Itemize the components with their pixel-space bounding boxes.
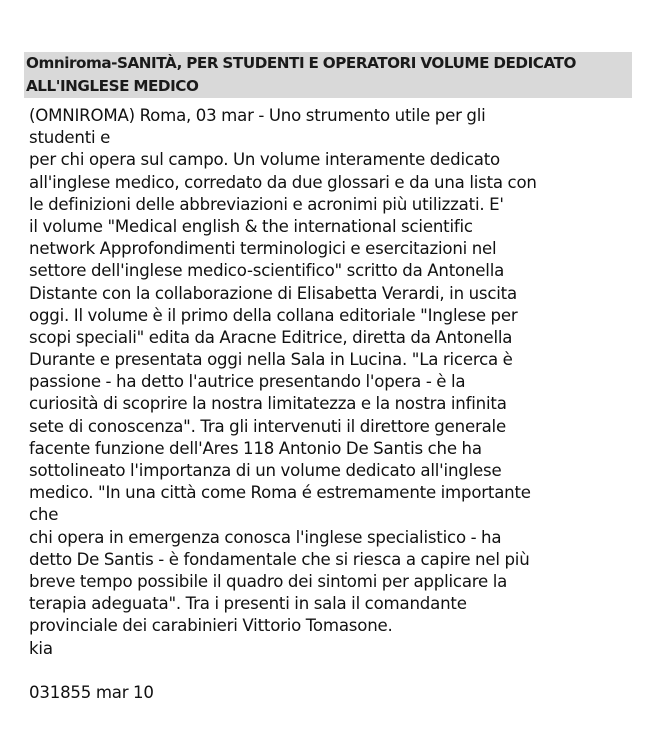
footer-code: 031855 mar 10 — [29, 682, 154, 702]
body-line: il volume "Medical english & the international scientific — [29, 216, 473, 236]
headline — [26, 52, 630, 98]
article-body — [24, 105, 632, 704]
body-line: terapia adeguata". Tra i presenti in sala il comandante — [29, 594, 467, 614]
body-line: network Approfondimenti terminologici e esercitazioni nel — [29, 239, 497, 259]
headline-line: ALL'INGLESE MEDICO — [26, 77, 199, 95]
headline-line: Omniroma-SANITÀ, PER STUDENTI E OPERATORI VOLUME DEDICATO — [26, 54, 576, 72]
body-line: settore dell'inglese medico-scientifico" scritto da Antonella — [29, 261, 505, 281]
body-line: oggi. Il volume è il primo della collana editoriale "Inglese per — [29, 305, 518, 325]
body-line: all'inglese medico, corredato da due glossari e da una lista con — [29, 172, 537, 192]
body-line: detto De Santis - è fondamentale che si riesca a capire nel più — [29, 549, 530, 569]
body-line: passione - ha detto l'autrice presentando l'opera - è la — [29, 372, 466, 392]
body-line: studenti e — [29, 128, 111, 148]
body-line: medico. "In una città come Roma é estremamente importante — [29, 483, 531, 503]
body-line: chi opera in emergenza conosca l'inglese specialistico - ha — [29, 527, 502, 547]
body-line: sottolineato l'importanza di un volume dedicato all'inglese — [29, 461, 502, 480]
body-line: breve tempo possibile il quadro dei sintomi per applicare la — [29, 571, 508, 591]
news-article — [24, 52, 632, 704]
spacer — [29, 660, 632, 682]
body-line: scopi speciali" edita da Aracne Editrice, diretta da Antonella — [29, 327, 513, 347]
headline-bar — [24, 52, 632, 98]
body-line: curiosità di scoprire la nostra limitatezza e la nostra infinita — [29, 394, 507, 414]
body-line: per chi opera sul campo. Un volume interamente dedicato — [29, 150, 501, 170]
body-line: provinciale dei carabinieri Vittorio Tomasone. — [29, 616, 393, 636]
body-line: Durante e presentata oggi nella Sala in Lucina. "La ricerca è — [29, 350, 513, 370]
body-line: le definizioni delle abbreviazioni e acronimi più utilizzati. E' — [29, 194, 504, 214]
body-line: sete di conoscenza". Tra gli intervenuti il direttore generale — [29, 416, 506, 436]
body-line: che — [29, 505, 59, 525]
body-line: (OMNIROMA) Roma, 03 mar - Uno strumento utile per gli — [29, 106, 486, 125]
body-line: facente funzione dell'Ares 118 Antonio De Santis che ha — [29, 438, 482, 458]
body-line: Distante con la collaborazione di Elisabetta Verardi, in uscita — [29, 283, 517, 303]
signature: kia — [29, 638, 53, 658]
